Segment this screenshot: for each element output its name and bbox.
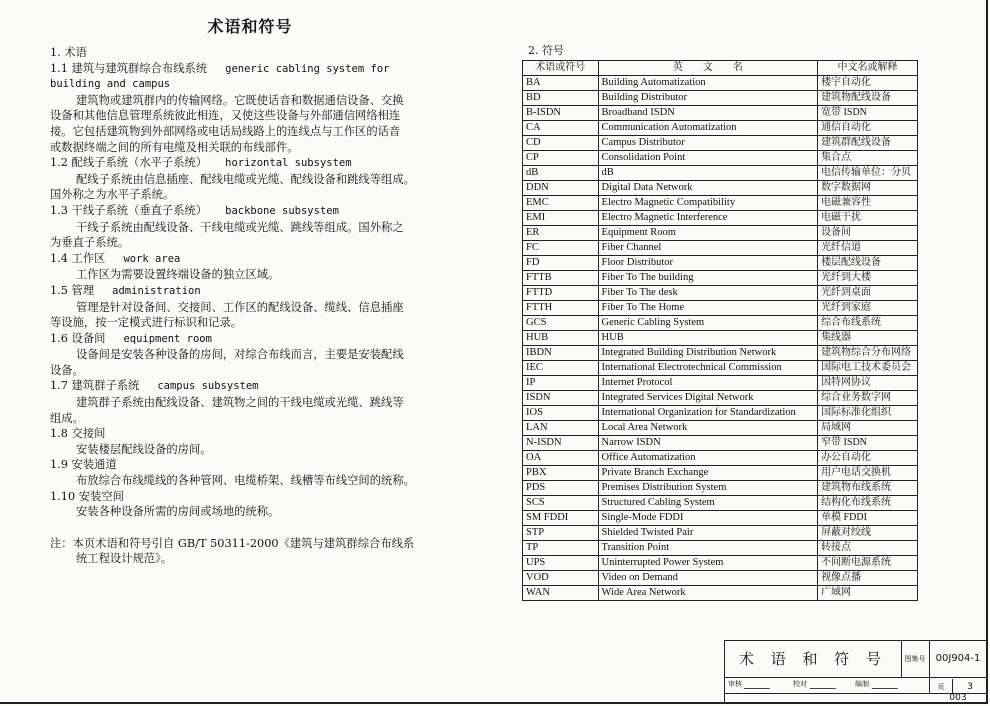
english-name-cell: International Organization for Standardization xyxy=(598,406,818,421)
term-definition: 设备和其他信息管理系统彼此相连，又使这些设备与外部通信网络相连 xyxy=(50,109,401,123)
page-number: 3 xyxy=(967,682,973,692)
table-row xyxy=(523,421,918,436)
term-definition: 干线子系统由配线设备、干线电缆或光缆、跳线等组成。国外称之 xyxy=(76,220,404,234)
symbol-cell: CP xyxy=(523,151,599,166)
terms-column xyxy=(50,14,450,567)
chinese-name-cell: 单模 FDDI xyxy=(818,511,918,526)
table-row xyxy=(523,181,918,196)
english-name-cell: Structured Cabling System xyxy=(598,496,818,511)
table-row xyxy=(523,541,918,556)
symbol-cell: ISDN xyxy=(523,391,599,406)
english-name-cell: Equipment Room xyxy=(598,226,818,241)
term-heading: 1.8 交接间 xyxy=(50,427,106,441)
chinese-name-cell: 数字数据网 xyxy=(818,181,918,196)
chinese-name-cell: 光纤到桌面 xyxy=(818,286,918,301)
term-definition: 建筑物或建筑群内的传输网络。它既使话音和数据通信设备、交换 xyxy=(76,93,404,107)
table-row xyxy=(523,571,918,586)
symbol-cell: HUB xyxy=(523,331,599,346)
term-definition: 配线子系统由信息插座、配线电缆或光缆、配线设备和跳线等组成。 xyxy=(76,172,415,186)
english-name-cell: Floor Distributor xyxy=(598,256,818,271)
english-name-cell: International Electrotechnical Commission xyxy=(598,361,818,376)
sheet-number: 003 xyxy=(949,693,967,703)
symbols-table xyxy=(522,60,918,601)
table-row xyxy=(523,586,918,601)
table-row xyxy=(523,556,918,571)
symbol-cell: PBX xyxy=(523,466,599,481)
symbol-cell: FC xyxy=(523,241,599,256)
english-name-cell: dB xyxy=(598,166,818,181)
symbol-cell: ER xyxy=(523,226,599,241)
table-row xyxy=(523,301,918,316)
term-heading: 1.3 干线子系统（垂直子系统） backbone subsystem xyxy=(50,203,339,217)
symbols-column xyxy=(522,42,918,601)
term-definition: 建筑群子系统由配线设备、建筑物之间的干线电缆或光缆、跳线等 xyxy=(76,396,404,410)
chinese-name-cell: 国际电工技术委员会 xyxy=(818,361,918,376)
symbol-cell: N-ISDN xyxy=(523,436,599,451)
table-row xyxy=(523,241,918,256)
title-block xyxy=(724,640,986,702)
table-row xyxy=(523,451,918,466)
table-row xyxy=(523,136,918,151)
title-block-title: 术 语 和 符 号 xyxy=(725,641,902,677)
symbol-cell: FTTH xyxy=(523,301,599,316)
term-heading: 1.9 安装通道 xyxy=(50,458,117,472)
term-heading: 1.4 工作区 work area xyxy=(50,251,181,265)
chinese-name-cell: 综合布线系统 xyxy=(818,316,918,331)
chinese-name-cell: 屏蔽对绞线 xyxy=(818,526,918,541)
term-heading: 1.5 管理 administration xyxy=(50,283,201,297)
design-label: 编制 xyxy=(855,680,869,688)
english-name-cell: Communication Automatization xyxy=(598,121,818,136)
symbol-cell: BD xyxy=(523,91,599,106)
table-row xyxy=(523,211,918,226)
chinese-name-cell: 通信自动化 xyxy=(818,121,918,136)
table-row xyxy=(523,286,918,301)
chinese-name-cell: 楼宇自动化 xyxy=(818,76,918,91)
check-label: 校对 xyxy=(793,680,807,688)
symbol-cell: GCS xyxy=(523,316,599,331)
symbol-cell: CA xyxy=(523,121,599,136)
signature-row xyxy=(725,677,987,694)
table-row xyxy=(523,436,918,451)
english-name-cell: HUB xyxy=(598,331,818,346)
term-heading: 1.7 建筑群子系统 campus subsystem xyxy=(50,379,259,393)
atlas-number: 00J904-1 xyxy=(935,653,981,664)
symbol-cell: STP xyxy=(523,526,599,541)
english-name-cell: Fiber To The building xyxy=(598,271,818,286)
english-name-cell: Building Automatization xyxy=(598,76,818,91)
term-definition: 安装各种设备所需的房间或场地的统称。 xyxy=(76,505,280,519)
chinese-name-cell: 结构化布线系统 xyxy=(818,496,918,511)
chinese-name-cell: 光纤信道 xyxy=(818,241,918,256)
table-row xyxy=(523,226,918,241)
symbol-cell: FD xyxy=(523,256,599,271)
english-name-cell: Narrow ISDN xyxy=(598,436,818,451)
chinese-name-cell: 宽带 ISDN xyxy=(818,106,918,121)
table-row xyxy=(523,346,918,361)
symbol-cell: UPS xyxy=(523,556,599,571)
chinese-name-cell: 视像点播 xyxy=(818,571,918,586)
term-definition: 设备。 xyxy=(50,363,84,377)
symbol-cell: EMC xyxy=(523,196,599,211)
english-name-cell: Internet Protocol xyxy=(598,376,818,391)
symbol-cell: SCS xyxy=(523,496,599,511)
table-row xyxy=(523,526,918,541)
chinese-name-cell: 建筑物综合分布网络 xyxy=(818,346,918,361)
column-header-chinese: 中文名或解释 xyxy=(818,61,918,76)
column-header-symbol: 术语或符号 xyxy=(523,61,599,76)
term-definition: 安装楼层配线设备的房间。 xyxy=(76,442,212,456)
english-name-cell: Fiber To The Home xyxy=(598,301,818,316)
chinese-name-cell: 建筑物配线设备 xyxy=(818,91,918,106)
chinese-name-cell: 电磁干扰 xyxy=(818,211,918,226)
chinese-name-cell: 楼层配线设备 xyxy=(818,256,918,271)
term-definition: 为垂直子系统。 xyxy=(50,236,130,250)
symbol-cell: SM FDDI xyxy=(523,511,599,526)
table-row xyxy=(523,196,918,211)
symbol-cell: VOD xyxy=(523,571,599,586)
term-english-continued: building and campus xyxy=(50,78,171,91)
english-name-cell: Private Branch Exchange xyxy=(598,466,818,481)
atlas-label: 图集号 xyxy=(901,641,930,677)
term-heading: 1.1 建筑与建筑群综合布线系统 generic cabling system for xyxy=(50,61,390,75)
english-name-cell: Single-Mode FDDI xyxy=(598,511,818,526)
review-label: 审核 xyxy=(728,680,742,688)
english-name-cell: Electro Magnetic Compatibility xyxy=(598,196,818,211)
symbol-cell: B-ISDN xyxy=(523,106,599,121)
chinese-name-cell: 办公自动化 xyxy=(818,451,918,466)
note-line: 统工程设计规范》。 xyxy=(76,552,173,566)
english-name-cell: Broadband ISDN xyxy=(598,106,818,121)
english-name-cell: Electro Magnetic Interference xyxy=(598,211,818,226)
table-row xyxy=(523,121,918,136)
term-heading: 1.6 设备间 equipment room xyxy=(50,331,212,345)
symbol-cell: OA xyxy=(523,451,599,466)
symbol-cell: WAN xyxy=(523,586,599,601)
term-definition: 国外称之为水平子系统。 xyxy=(50,188,175,202)
symbol-cell: LAN xyxy=(523,421,599,436)
table-row xyxy=(523,256,918,271)
english-name-cell: Consolidation Point xyxy=(598,151,818,166)
english-name-cell: Campus Distributor xyxy=(598,136,818,151)
english-name-cell: Uninterrupted Power System xyxy=(598,556,818,571)
chinese-name-cell: 局域网 xyxy=(818,421,918,436)
table-header-row xyxy=(523,61,918,76)
english-name-cell: Shielded Twisted Pair xyxy=(598,526,818,541)
page-title: 术语和符号 xyxy=(207,17,293,36)
table-row xyxy=(523,271,918,286)
term-definition: 工作区为需要设置终端设备的独立区域。 xyxy=(76,268,280,282)
symbol-cell: IOS xyxy=(523,406,599,421)
source-note xyxy=(50,536,450,567)
symbol-cell: IBDN xyxy=(523,346,599,361)
table-row xyxy=(523,106,918,121)
table-row xyxy=(523,391,918,406)
symbol-cell: dB xyxy=(523,166,599,181)
term-heading: 1.2 配线子系统（水平子系统） horizontal subsystem xyxy=(50,156,352,170)
symbol-cell: PDS xyxy=(523,481,599,496)
term-definition: 管理是针对设备间、交接间、工作区的配线设备、缆线、信息插座 xyxy=(76,300,404,314)
english-name-cell: Wide Area Network xyxy=(598,586,818,601)
english-name-cell: Fiber Channel xyxy=(598,241,818,256)
table-row xyxy=(523,166,918,181)
english-name-cell: Transition Point xyxy=(598,541,818,556)
table-row xyxy=(523,151,918,166)
chinese-name-cell: 广域网 xyxy=(818,586,918,601)
english-name-cell: Integrated Building Distribution Network xyxy=(598,346,818,361)
english-name-cell: Integrated Services Digital Network xyxy=(598,391,818,406)
chinese-name-cell: 电磁兼容性 xyxy=(818,196,918,211)
symbol-cell: FTTD xyxy=(523,286,599,301)
chinese-name-cell: 窄带 ISDN xyxy=(818,436,918,451)
term-definition: 设备间是安装各种设备的房间，对综合布线而言，主要是安装配线 xyxy=(76,348,404,362)
symbol-cell: CD xyxy=(523,136,599,151)
chinese-name-cell: 不间断电源系统 xyxy=(818,556,918,571)
chinese-name-cell: 国际标准化组织 xyxy=(818,406,918,421)
symbol-cell: DDN xyxy=(523,181,599,196)
symbol-cell: IEC xyxy=(523,361,599,376)
chinese-name-cell: 综合业务数字网 xyxy=(818,391,918,406)
table-row xyxy=(523,481,918,496)
chinese-name-cell: 因特网协议 xyxy=(818,376,918,391)
column-header-english: 英 文 名 xyxy=(598,61,818,76)
english-name-cell: Building Distributor xyxy=(598,91,818,106)
english-name-cell: Generic Cabling System xyxy=(598,316,818,331)
table-row xyxy=(523,511,918,526)
symbols-heading: 2. 符号 xyxy=(528,44,564,57)
chinese-name-cell: 转接点 xyxy=(818,541,918,556)
table-row xyxy=(523,91,918,106)
term-definition: 等设施，按一定模式进行标识和记录。 xyxy=(50,316,243,330)
table-row xyxy=(523,406,918,421)
table-row xyxy=(523,466,918,481)
symbol-cell: BA xyxy=(523,76,599,91)
chinese-name-cell: 光纤到大楼 xyxy=(818,271,918,286)
term-definition: 或数据终端之间的所有电缆及相关联的布线部件。 xyxy=(50,140,299,154)
chinese-name-cell: 光纤到家庭 xyxy=(818,301,918,316)
table-row xyxy=(523,331,918,346)
english-name-cell: Digital Data Network xyxy=(598,181,818,196)
page-label: 页 xyxy=(930,679,953,693)
chinese-name-cell: 集线器 xyxy=(818,331,918,346)
symbol-cell: EMI xyxy=(523,211,599,226)
chinese-name-cell: 建筑物布线系统 xyxy=(818,481,918,496)
table-row xyxy=(523,316,918,331)
term-definition: 组成。 xyxy=(50,411,84,425)
english-name-cell: Fiber To The desk xyxy=(598,286,818,301)
english-name-cell: Local Area Network xyxy=(598,421,818,436)
chinese-name-cell: 建筑群配线设备 xyxy=(818,136,918,151)
table-row xyxy=(523,376,918,391)
term-definition: 接。它包括建筑物到外部网络或电话局线路上的连线点与工作区的话音 xyxy=(50,124,401,138)
chinese-name-cell: 集合点 xyxy=(818,151,918,166)
symbol-cell: TP xyxy=(523,541,599,556)
symbol-cell: IP xyxy=(523,376,599,391)
chinese-name-cell: 设备间 xyxy=(818,226,918,241)
chinese-name-cell: 用户电话交换机 xyxy=(818,466,918,481)
english-name-cell: Video on Demand xyxy=(598,571,818,586)
chinese-name-cell: 电信传输单位：分贝 xyxy=(818,166,918,181)
term-definition: 布放综合布线缆线的各种管网、电缆桥架、线槽等布线空间的统称。 xyxy=(76,474,415,488)
english-name-cell: Premises Distribution System xyxy=(598,481,818,496)
table-row xyxy=(523,496,918,511)
note-line: 注：本页术语和符号引自 GB/T 50311-2000《建筑与建筑群综合布线系 xyxy=(50,536,415,550)
table-row xyxy=(523,76,918,91)
terms-list xyxy=(50,61,450,520)
term-heading: 1.10 安装空间 xyxy=(50,489,124,503)
terms-heading: 1. 术语 xyxy=(50,46,87,59)
table-row xyxy=(523,361,918,376)
english-name-cell: Office Automatization xyxy=(598,451,818,466)
symbol-cell: FTTB xyxy=(523,271,599,286)
